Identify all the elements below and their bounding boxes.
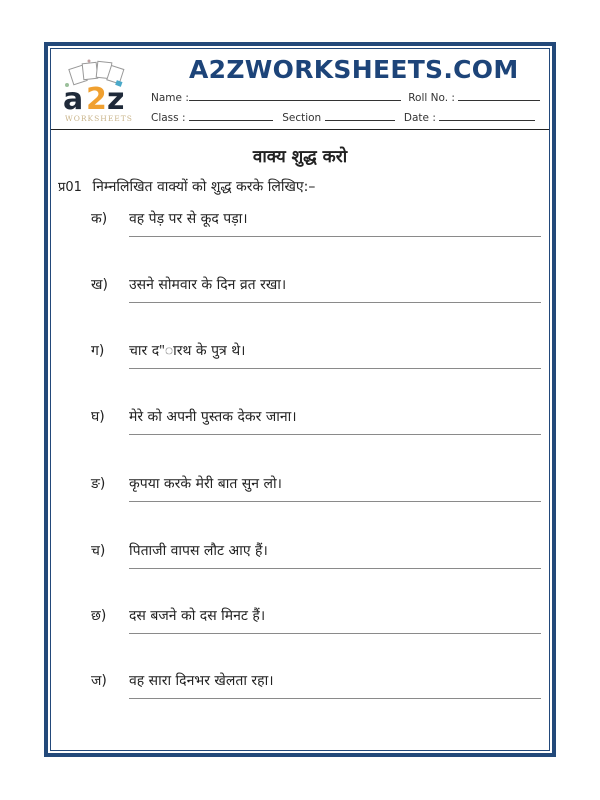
svg-text:WORKSHEETS: WORKSHEETS: [65, 114, 133, 123]
answer-line[interactable]: [129, 501, 541, 502]
item-letter: ज): [91, 673, 107, 689]
item-letter: घ): [91, 409, 105, 425]
worksheet-header: [51, 49, 549, 130]
section-label: Section: [282, 112, 322, 124]
svg-text:z: z: [107, 82, 125, 117]
list-item: [91, 606, 541, 666]
answer-line[interactable]: [129, 698, 541, 699]
answer-line[interactable]: [129, 236, 541, 237]
question-number: प्र01: [58, 180, 82, 195]
site-title: A2ZWORKSHEETS.COM: [189, 55, 519, 84]
list-item: [91, 671, 541, 731]
item-sentence: वह पेड़ पर से कूद पड़ा।: [129, 211, 248, 227]
answer-line[interactable]: [129, 368, 541, 369]
question-text: निम्नलिखित वाक्यों को शुद्ध करके लिखिए:–: [92, 179, 316, 195]
logo-graphic-icon: [59, 59, 139, 125]
item-letter: च): [91, 543, 106, 559]
item-letter: ग): [91, 343, 105, 359]
roll-label: Roll No. :: [408, 92, 455, 104]
list-item: [91, 407, 541, 467]
item-letter: ङ): [91, 476, 106, 492]
item-sentence: कृपया करके मेरी बात सुन लो।: [129, 476, 282, 492]
worksheet-title: वाक्य शुद्ध करो: [252, 147, 348, 167]
item-letter: क): [91, 211, 108, 227]
a2z-logo: [59, 59, 139, 125]
item-letter: ख): [91, 277, 108, 293]
worksheet-frame: [44, 42, 556, 757]
item-sentence: दस बजने को दस मिनट हैं।: [129, 608, 266, 624]
roll-field[interactable]: [458, 90, 540, 101]
item-sentence: मेरे को अपनी पुस्तक देकर जाना।: [129, 409, 297, 425]
item-sentence: चार द"ारथ के पुत्र थे।: [129, 343, 246, 359]
answer-line[interactable]: [129, 633, 541, 634]
item-sentence: उसने सोमवार के दिन व्रत रखा।: [129, 277, 287, 293]
svg-text:a: a: [63, 82, 84, 117]
list-item: [91, 474, 541, 534]
worksheet-inner-border: [50, 48, 550, 751]
class-label: Class :: [151, 112, 186, 124]
list-item: [91, 275, 541, 335]
name-roll-row: [151, 90, 540, 104]
question-instruction: [58, 177, 315, 196]
name-field[interactable]: [189, 90, 401, 101]
class-field[interactable]: [189, 110, 273, 121]
answer-line[interactable]: [129, 302, 541, 303]
class-section-date-row: [151, 110, 535, 124]
item-sentence: वह सारा दिनभर खेलता रहा।: [129, 673, 274, 689]
svg-text:2: 2: [86, 82, 107, 117]
list-item: [91, 209, 541, 269]
answer-line[interactable]: [129, 434, 541, 435]
item-letter: छ): [91, 608, 107, 624]
section-field[interactable]: [325, 110, 395, 121]
list-item: [91, 541, 541, 601]
date-field[interactable]: [439, 110, 535, 121]
item-sentence: पिताजी वापस लौट आए हैं।: [129, 543, 268, 559]
name-label: Name :: [151, 92, 189, 104]
answer-line[interactable]: [129, 568, 541, 569]
list-item: [91, 341, 541, 401]
date-label: Date :: [403, 112, 436, 124]
